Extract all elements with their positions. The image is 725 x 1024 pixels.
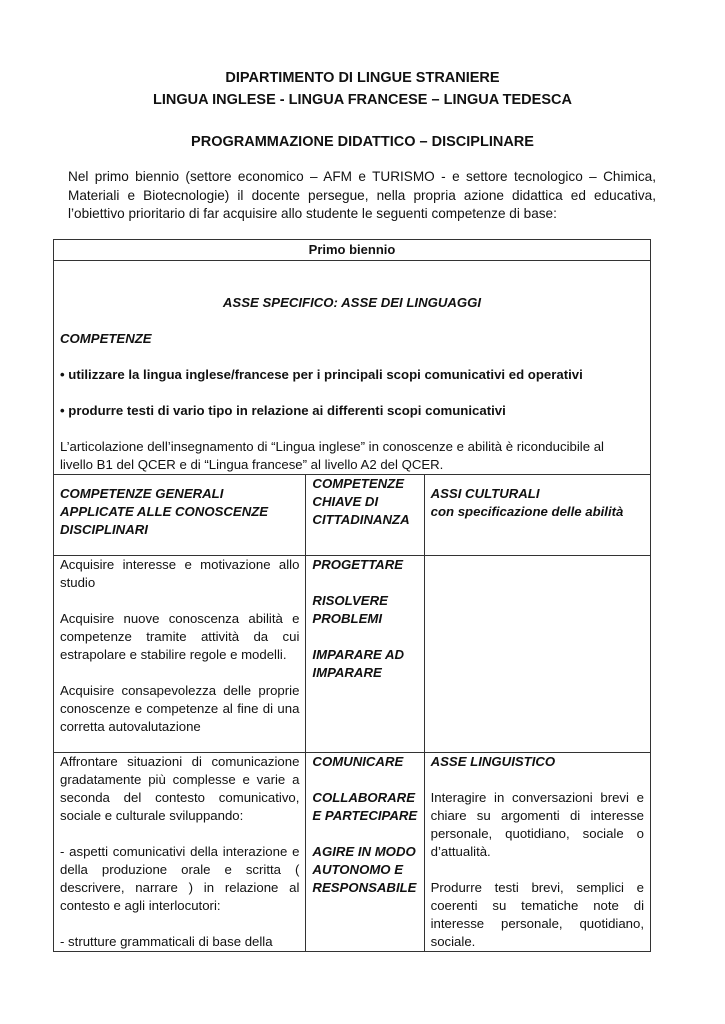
row1-para-2: Acquisire nuove conoscenza abilità e competenze tramite attività da cui estrapolare e stabilire regole e modelli. <box>60 611 300 662</box>
row2-para-2: - aspetti comunicativi della interazione e della produzione orale e scritta ( descrivere, narrare ) in relazione al contesto e agli interlocutori: <box>60 844 300 913</box>
header-assi-culturali <box>424 475 650 556</box>
competenze-label: COMPETENZE <box>60 331 152 346</box>
row2-para-1: Affrontare situazioni di comunicazione gradatamente più complesse e varie a seconda del contesto comunicativo, sociale e culturale sviluppando: <box>60 754 300 823</box>
row1-competenze-chiave <box>306 556 424 753</box>
programming-title: PROGRAMMAZIONE DIDATTICO – DISCIPLINARE <box>191 134 534 150</box>
row2-competenze-generali <box>54 753 306 952</box>
row2-key-3: AGIRE IN MODO AUTONOMO E RESPONSABILE <box>312 844 417 895</box>
row1-key-3: IMPARARE AD IMPARARE <box>312 647 404 680</box>
row1-para-3: Acquisire consapevolezza delle proprie conoscenze e competenze al fine di una corretta autovalutazione <box>60 683 300 734</box>
competenze-table <box>53 474 651 952</box>
table-row <box>54 753 651 952</box>
table-header-row <box>54 475 651 556</box>
asse-heading: ASSE SPECIFICO: ASSE DEI LINGUAGGI <box>222 295 482 310</box>
row2-assi-culturali <box>424 753 650 952</box>
box-header: Primo biennio <box>54 240 650 261</box>
intro-paragraph: Nel primo biennio (settore economico – AFM e TURISMO - e settore tecnologico – Chimica, Materiali e Biotecnologie) il docente persegue, nella propria azione didattica ed educativa, l’obiettivo prioritario di far acquisire allo studente le seguenti competenze di base: <box>68 169 656 221</box>
row1-para-1: Acquisire interesse e motivazione allo studio <box>60 557 300 590</box>
competenza-bullet-1: • utilizzare la lingua inglese/francese per i principali scopi comunicativi ed operativi <box>60 367 583 382</box>
row2-key-1: COMUNICARE <box>312 754 404 769</box>
department-title: DIPARTIMENTO DI LINGUE STRANIERE <box>225 70 500 86</box>
competenza-bullet-2: • produrre testi di vario tipo in relazione ai differenti scopi comunicativi <box>60 403 506 418</box>
row1-key-1: PROGETTARE <box>312 557 404 572</box>
primo-biennio-box <box>53 239 651 474</box>
row1-competenze-generali <box>54 556 306 753</box>
row1-key-2: RISOLVERE PROBLEMI <box>312 593 388 626</box>
row2-para-3: - strutture grammaticali di base della <box>60 934 273 949</box>
asse-ability-2: Produrre testi brevi, semplici e coerenti su tematiche note di interesse personale, quotidiano, sociale. <box>430 880 644 949</box>
row1-assi-culturali <box>424 556 650 753</box>
header-assi-line1: ASSI CULTURALI <box>430 486 540 501</box>
header-competenze-chiave: COMPETENZE CHIAVE DI CITTADINANZA <box>306 475 424 556</box>
asse-linguistico-title: ASSE LINGUISTICO <box>430 754 556 769</box>
row2-competenze-chiave <box>306 753 424 952</box>
table-row <box>54 556 651 753</box>
asse-ability-1: Interagire in conversazioni brevi e chiare su argomenti di interesse personale, quotidiano, sociale o d’attualità. <box>430 790 644 859</box>
languages-subtitle: LINGUA INGLESE - LINGUA FRANCESE – LINGUA TEDESCA <box>153 92 572 108</box>
header-assi-line2: con specificazione delle abilità <box>430 504 624 519</box>
row2-key-2: COLLABORARE E PARTECIPARE <box>312 790 418 823</box>
header-competenze-generali: COMPETENZE GENERALI APPLICATE ALLE CONOSCENZE DISCIPLINARI <box>54 475 306 556</box>
articolazione-text: L’articolazione dell’insegnamento di “Lingua inglese” in conoscenze e abilità è riconducibile al livello B1 del QCER e di “Lingua francese” al livello A2 del QCER. <box>60 439 604 472</box>
